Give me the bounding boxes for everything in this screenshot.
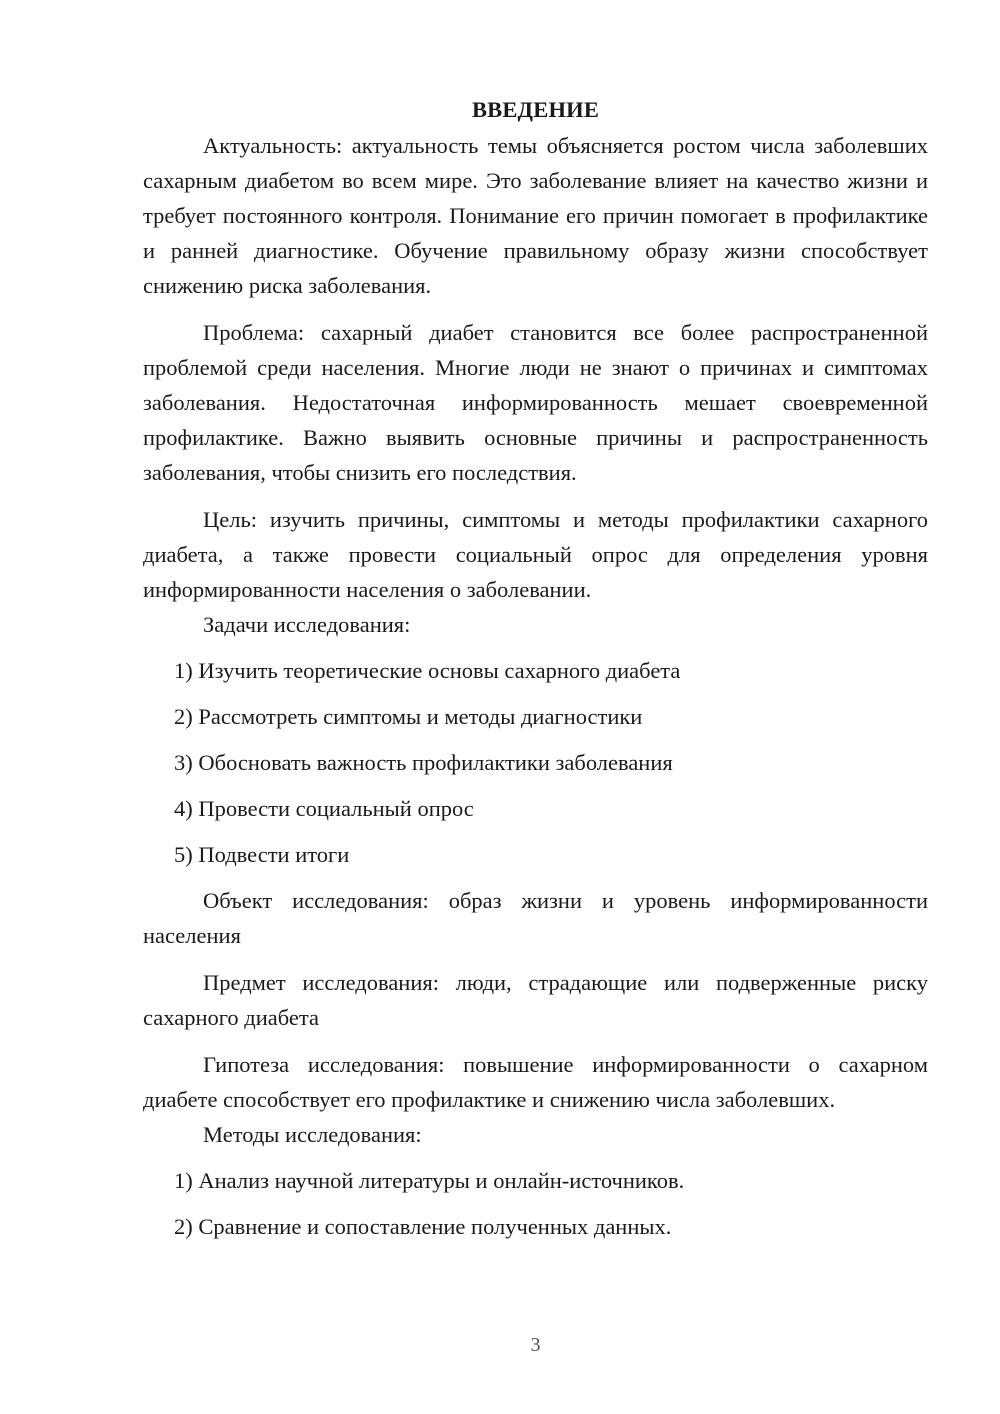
object-paragraph: Объект исследования: образ жизни и уровень информированности населения bbox=[143, 888, 928, 948]
task-item: 5) Подвести итоги bbox=[174, 842, 350, 867]
tasks-heading: Задачи исследования: bbox=[203, 612, 411, 637]
goal-paragraph: Цель: изучить причины, симптомы и методы профилактики сахарного диабета, а также провести социальный опрос для определения уровня информированности населения о заболевании. bbox=[143, 507, 928, 602]
method-item: 2) Сравнение и сопоставление полученных данных. bbox=[174, 1214, 672, 1239]
task-item: 1) Изучить теоретические основы сахарного диабета bbox=[174, 658, 681, 683]
hypothesis-paragraph: Гипотеза исследования: повышение информированности о сахарном диабете способствует его профилактике и снижению числа заболевших. bbox=[143, 1052, 928, 1112]
methods-heading: Методы исследования: bbox=[203, 1122, 422, 1147]
method-item: 1) Анализ научной литературы и онлайн-источников. bbox=[174, 1168, 685, 1193]
page-number: 3 bbox=[530, 1334, 541, 1356]
task-item: 3) Обосновать важность профилактики заболевания bbox=[174, 750, 673, 775]
task-item: 2) Рассмотреть симптомы и методы диагностики bbox=[174, 704, 643, 729]
page-title: ВВЕДЕНИЕ bbox=[471, 97, 600, 122]
problem-paragraph: Проблема: сахарный диабет становится все более распространенной проблемой среди населения. Многие люди не знают о причинах и симптомах заболевания. Недостаточная информированность мешает своевременной профилактике. Важно выявить основные причины и распространенность заболевания, чтобы снизить его последствия. bbox=[143, 320, 928, 485]
page-content bbox=[143, 92, 928, 1244]
task-item: 4) Провести социальный опрос bbox=[174, 796, 474, 821]
relevance-paragraph: Актуальность: актуальность темы объясняется ростом числа заболевших сахарным диабетом во всем мире. Это заболевание влияет на качество жизни и требует постоянного контроля. Понимание его причин помогает в профилактике и ранней диагностике. Обучение правильному образу жизни способствует снижению риска заболевания. bbox=[143, 133, 928, 298]
subject-paragraph: Предмет исследования: люди, страдающие или подверженные риску сахарного диабета bbox=[143, 970, 928, 1030]
